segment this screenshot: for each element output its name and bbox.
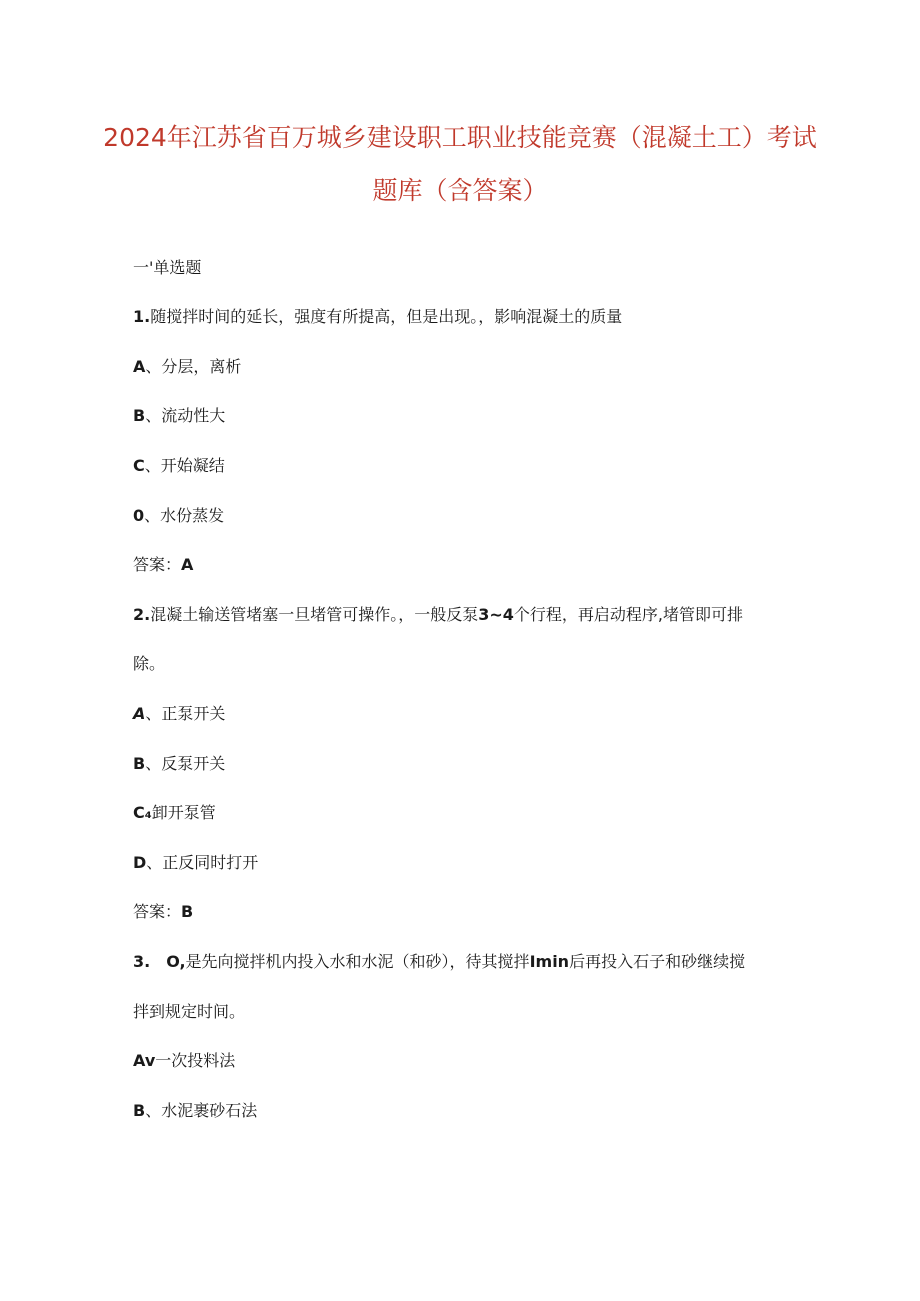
option-a <box>133 357 241 377</box>
document-title-line1: 2024年江苏省百万城乡建设职工职业技能竞赛（混凝土工）考试 <box>103 123 817 152</box>
option-key: A <box>133 704 146 723</box>
option-text: 开始凝结 <box>160 456 225 475</box>
option-text: 正反同时打开 <box>162 853 259 872</box>
question-text-end: 后再投入石子和砂继续搅 <box>569 952 746 971</box>
option-text: 卸开泵管 <box>151 803 216 822</box>
question-text-bold: Imin <box>529 952 570 971</box>
option-key: B <box>133 1101 146 1120</box>
question-text: 随搅拌时间的延长，强度有所提高，但是出现。，影响混凝土的质量 <box>150 307 623 326</box>
option-key: B <box>133 754 146 773</box>
option-key: C <box>133 456 145 475</box>
option-c <box>133 803 216 823</box>
answer-value: A <box>181 555 194 574</box>
question-number: 2. <box>133 605 151 624</box>
option-text: 一次投料法 <box>155 1051 236 1070</box>
option-text: 流动性大 <box>161 406 226 425</box>
answer-label: 答案： <box>133 902 182 921</box>
answer-1 <box>133 555 193 575</box>
option-a <box>133 704 225 724</box>
option-b <box>133 406 225 426</box>
option-text: 反泵开关 <box>161 754 226 773</box>
option-key: Av <box>133 1051 156 1070</box>
option-sep: 、 <box>144 506 161 525</box>
question-3-continued: 拌到规定时间。 <box>133 1002 246 1021</box>
question-1 <box>133 307 622 327</box>
question-text: 是先向搅拌机内投入水和水泥（和砂），待其搅拌 <box>185 952 530 971</box>
question-lead: O, <box>166 952 186 971</box>
answer-value: B <box>181 902 194 921</box>
option-sep: 、 <box>146 853 163 872</box>
option-key: 0 <box>133 506 145 525</box>
option-text: 水泥裹砂石法 <box>161 1101 258 1120</box>
option-c <box>133 456 225 476</box>
option-sep: 、 <box>145 406 162 425</box>
option-key: C₄ <box>133 803 152 822</box>
option-sep: 、 <box>144 456 161 475</box>
option-d <box>133 853 258 873</box>
option-text: 正泵开关 <box>161 704 226 723</box>
question-text-end: 个行程，再启动程序,堵管即可排 <box>513 605 743 624</box>
option-text: 分层，离析 <box>161 357 242 376</box>
option-sep: 、 <box>145 357 162 376</box>
question-text: 混凝土输送管堵塞一旦堵管可操作。，一般反泵 <box>150 605 479 624</box>
question-number: 3. <box>133 952 151 971</box>
option-d <box>133 506 224 526</box>
question-2-continued: 除。 <box>133 654 166 673</box>
option-a <box>133 1051 235 1071</box>
question-text-bold: 3~4 <box>478 605 514 624</box>
answer-label: 答案： <box>133 555 182 574</box>
option-b <box>133 1101 257 1121</box>
option-sep: 、 <box>145 704 162 723</box>
option-b <box>133 754 225 774</box>
answer-2 <box>133 902 193 922</box>
question-number: 1. <box>133 307 151 326</box>
option-sep: 、 <box>145 754 162 773</box>
option-key: A <box>133 357 146 376</box>
option-sep: 、 <box>145 1101 162 1120</box>
option-text: 水份蒸发 <box>160 506 225 525</box>
option-key: D <box>133 853 147 872</box>
question-3 <box>133 952 745 972</box>
option-key: B <box>133 406 146 425</box>
question-2 <box>133 605 743 625</box>
section-heading: 一'单选题 <box>133 258 202 277</box>
document-title-line2: 题库（含答案） <box>372 176 548 205</box>
